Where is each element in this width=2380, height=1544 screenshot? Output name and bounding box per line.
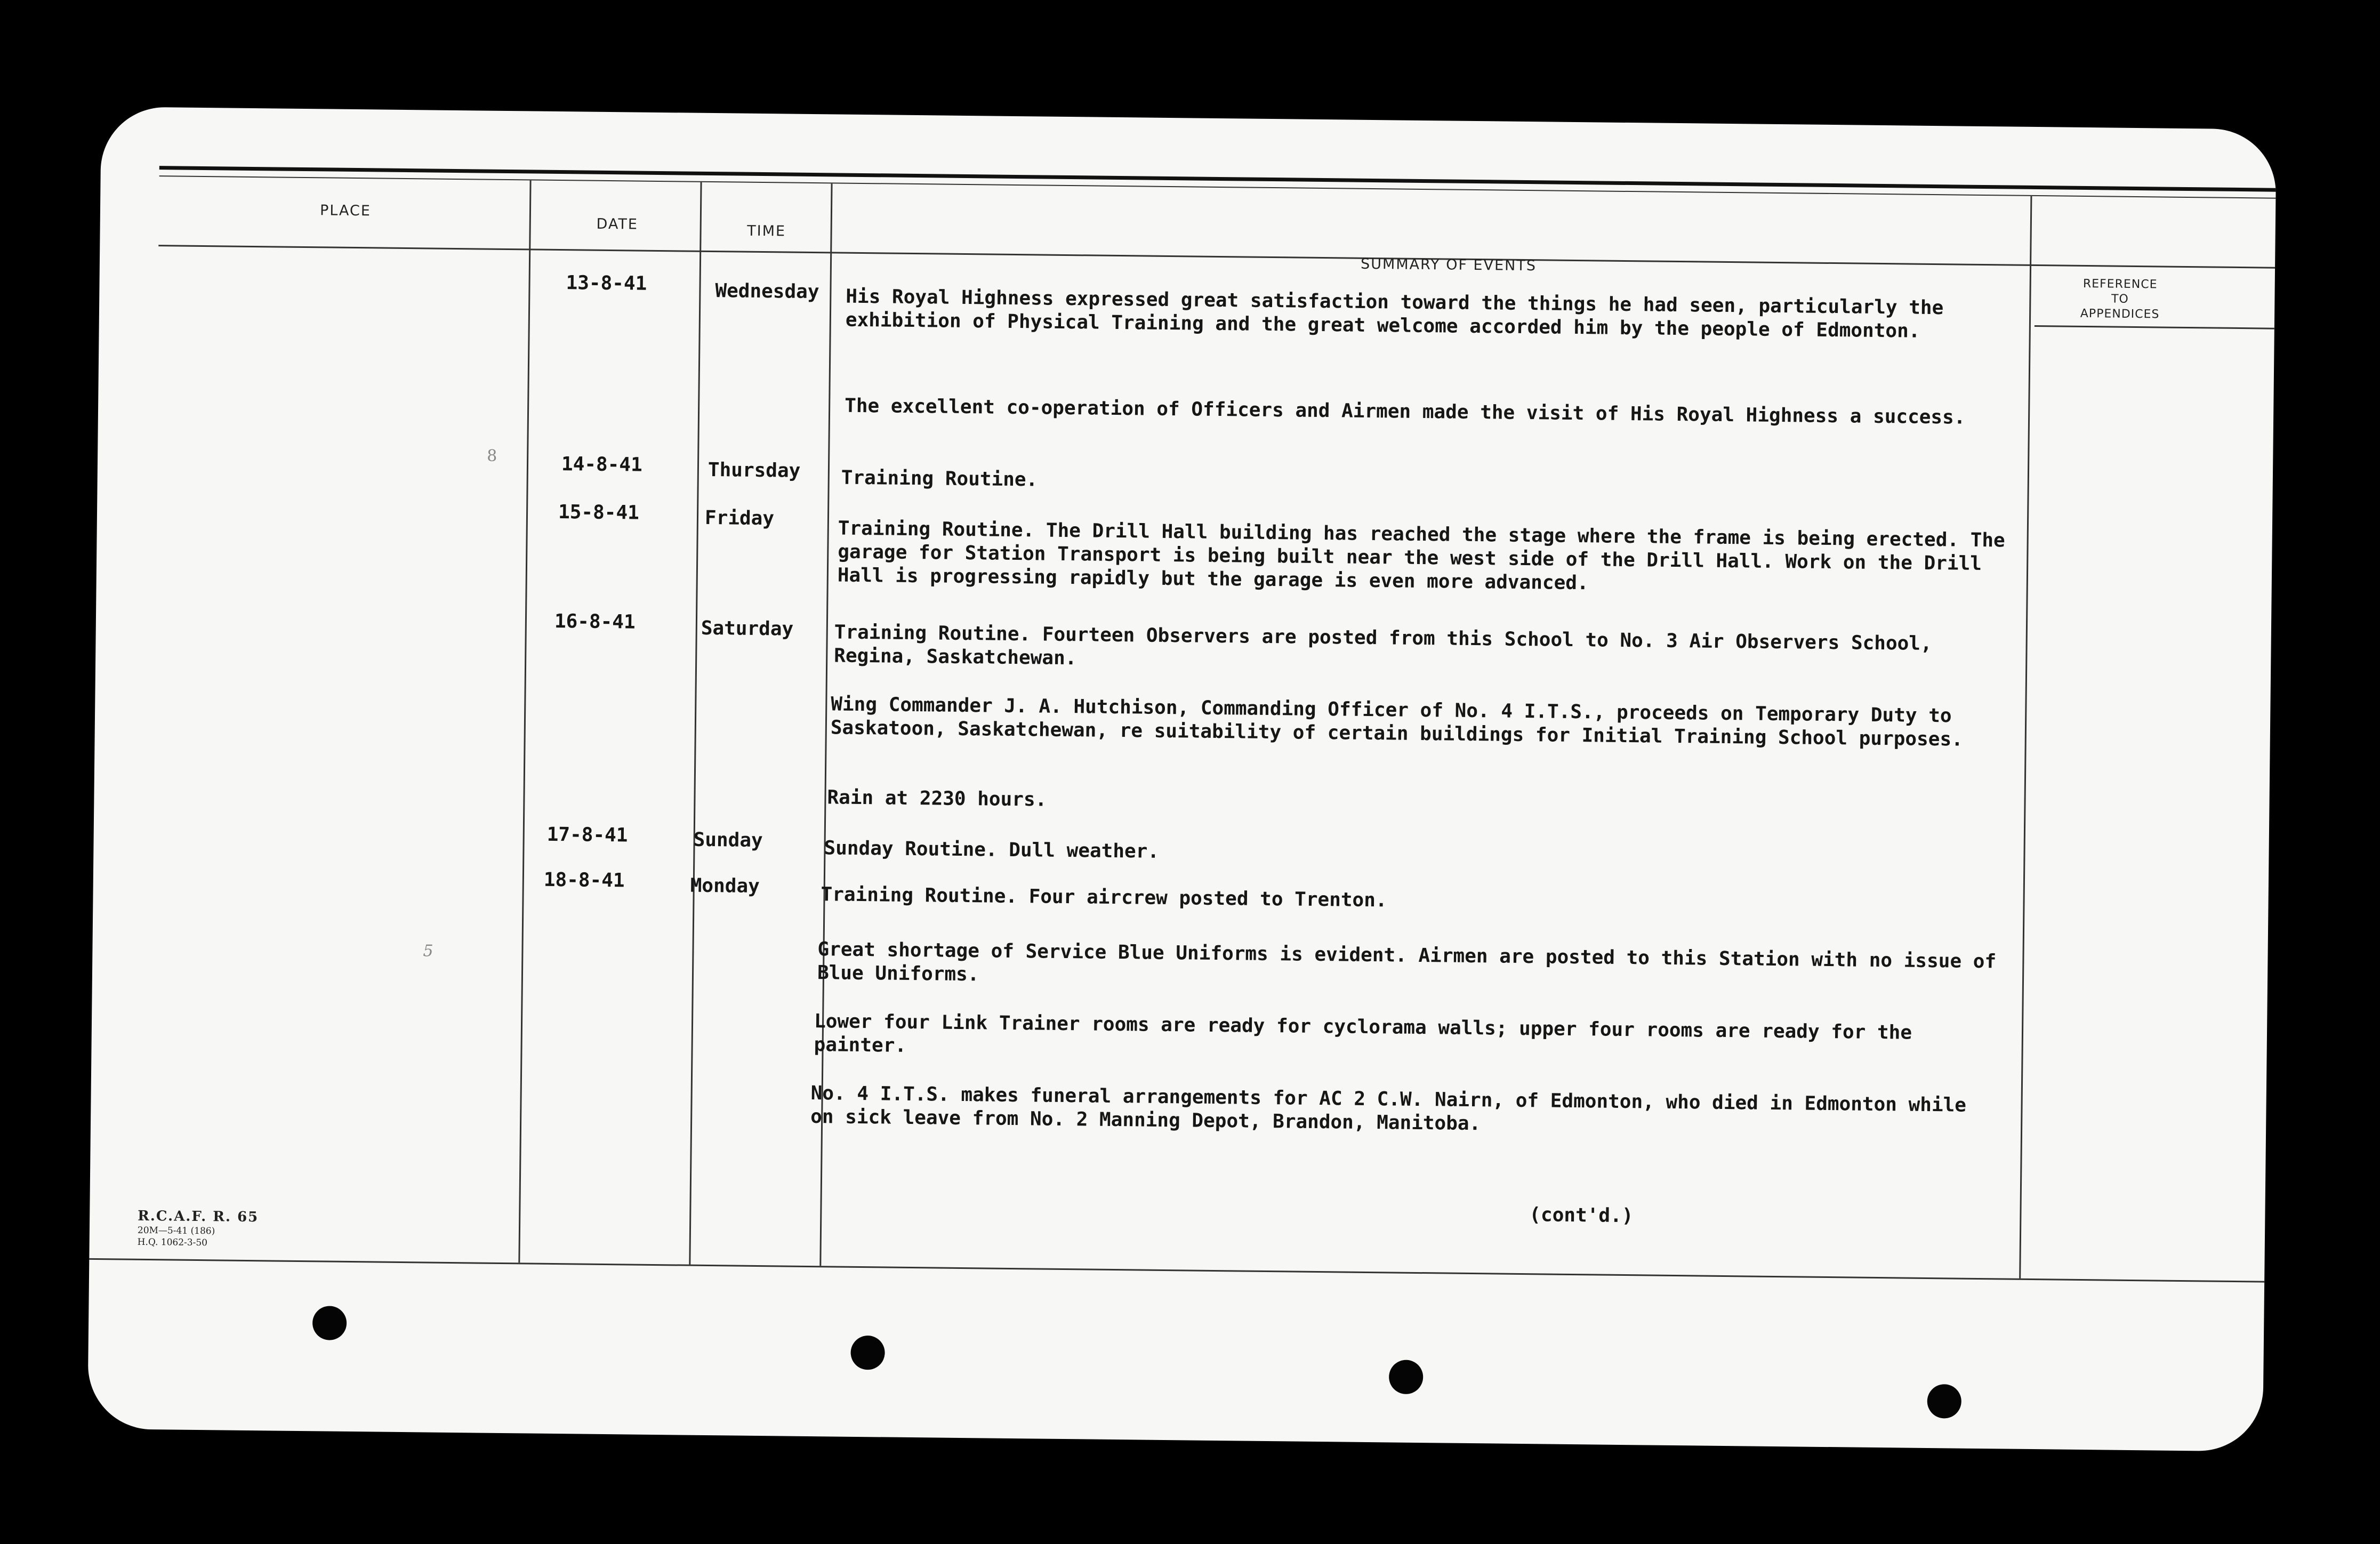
entry-date: 15-8-41 (558, 501, 640, 524)
column-divider-date (689, 182, 702, 1265)
entry-text: Wing Commander J. A. Hutchison, Commanding Officer of No. 4 I.T.S., proceeds on Temporary Duty to Saskatoon, Saskatchewan, re suitability of certain buildings for Initial Training School purposes. (830, 693, 1964, 751)
entry-date: 18-8-41 (543, 868, 625, 892)
entry-text: Training Routine. The Drill Hall building has reached the stage where the frame is being erected. The garage for Station Transport is being built near the west side of the Drill Hall. Work on the Drill Hall is progressing rapidly but the garage is even more advanced. (837, 517, 2005, 594)
entry-date: 13-8-41 (566, 272, 647, 295)
form-identifier (138, 1208, 259, 1249)
entry-text: Training Routine. (841, 467, 1038, 491)
entry-text: Training Routine. Fourteen Observers are posted from this School to No. 3 Air Observers School, Regina, Saskatchewan. (834, 621, 1932, 670)
header-reference (2045, 276, 2195, 323)
entry-text: Great shortage of Service Blue Uniforms is evident. Airmen are posted to this Station with no issue of Blue Uniforms. (817, 938, 1997, 986)
entry-day: Wednesday (715, 280, 819, 303)
entry-date: 16-8-41 (554, 610, 636, 633)
header-reference-line: APPENDICES (2080, 307, 2160, 321)
entry-day: Sunday (693, 829, 763, 852)
entry-text: Lower four Link Trainer rooms are ready for cyclorama walls; upper four rooms are ready for the painter. (814, 1010, 1912, 1057)
punch-hole (1389, 1360, 1424, 1394)
entry-text: Rain at 2230 hours. (827, 786, 1047, 811)
column-divider-summary (2019, 196, 2032, 1278)
bottom-rule (89, 1258, 2264, 1283)
header-date: DATE (596, 215, 639, 233)
margin-note: 5 (423, 942, 433, 961)
header-place: PLACE (319, 202, 372, 220)
entry-day: Friday (704, 506, 775, 530)
entry-text: Sunday Routine. Dull weather. (824, 837, 1160, 863)
column-divider-place (518, 180, 531, 1262)
header-reference-line: REFERENCE (2082, 277, 2158, 292)
entry-date: 14-8-41 (561, 453, 642, 476)
form-print-run: 20M—5-41 (186) (137, 1225, 215, 1237)
margin-note: 8 (486, 446, 497, 465)
entry-text: No. 4 I.T.S. makes funeral arrangements for AC 2 C.W. Nairn, of Edmonton, who died in Edmonton while on sick leave from No. 2 Manning Depot, Brandon, Manitoba. (810, 1082, 1967, 1135)
entry-text: Training Routine. Four aircrew posted to Trenton. (821, 883, 1387, 912)
form-number: R.C.A.F. R. 65 (138, 1208, 259, 1226)
reference-rule (2035, 325, 2274, 329)
header-summary: SUMMARY OF EVENTS (1360, 255, 1537, 275)
form-file-ref: H.Q. 1062-3-50 (137, 1236, 208, 1249)
diary-card (87, 107, 2277, 1452)
entry-day: Saturday (701, 617, 794, 640)
entry-text: The excellent co-operation of Officers and Airmen made the visit of His Royal Highness a success. (844, 395, 1966, 429)
punch-hole (850, 1336, 885, 1370)
entry-day: Thursday (707, 459, 801, 482)
header-time: TIME (747, 222, 786, 240)
header-reference-line: TO (2111, 292, 2129, 306)
punch-hole (312, 1306, 347, 1340)
punch-hole (1927, 1384, 1961, 1419)
entry-text: His Royal Highness expressed great satisfaction toward the things he had seen, particularly the exhibition of Physical Training and the great welcome accorded him by the people of Edmonton. (845, 285, 1944, 342)
entry-day: Monday (690, 874, 760, 898)
entry-date: 17-8-41 (546, 823, 628, 847)
continued-note: (cont'd.) (1529, 1204, 1634, 1227)
